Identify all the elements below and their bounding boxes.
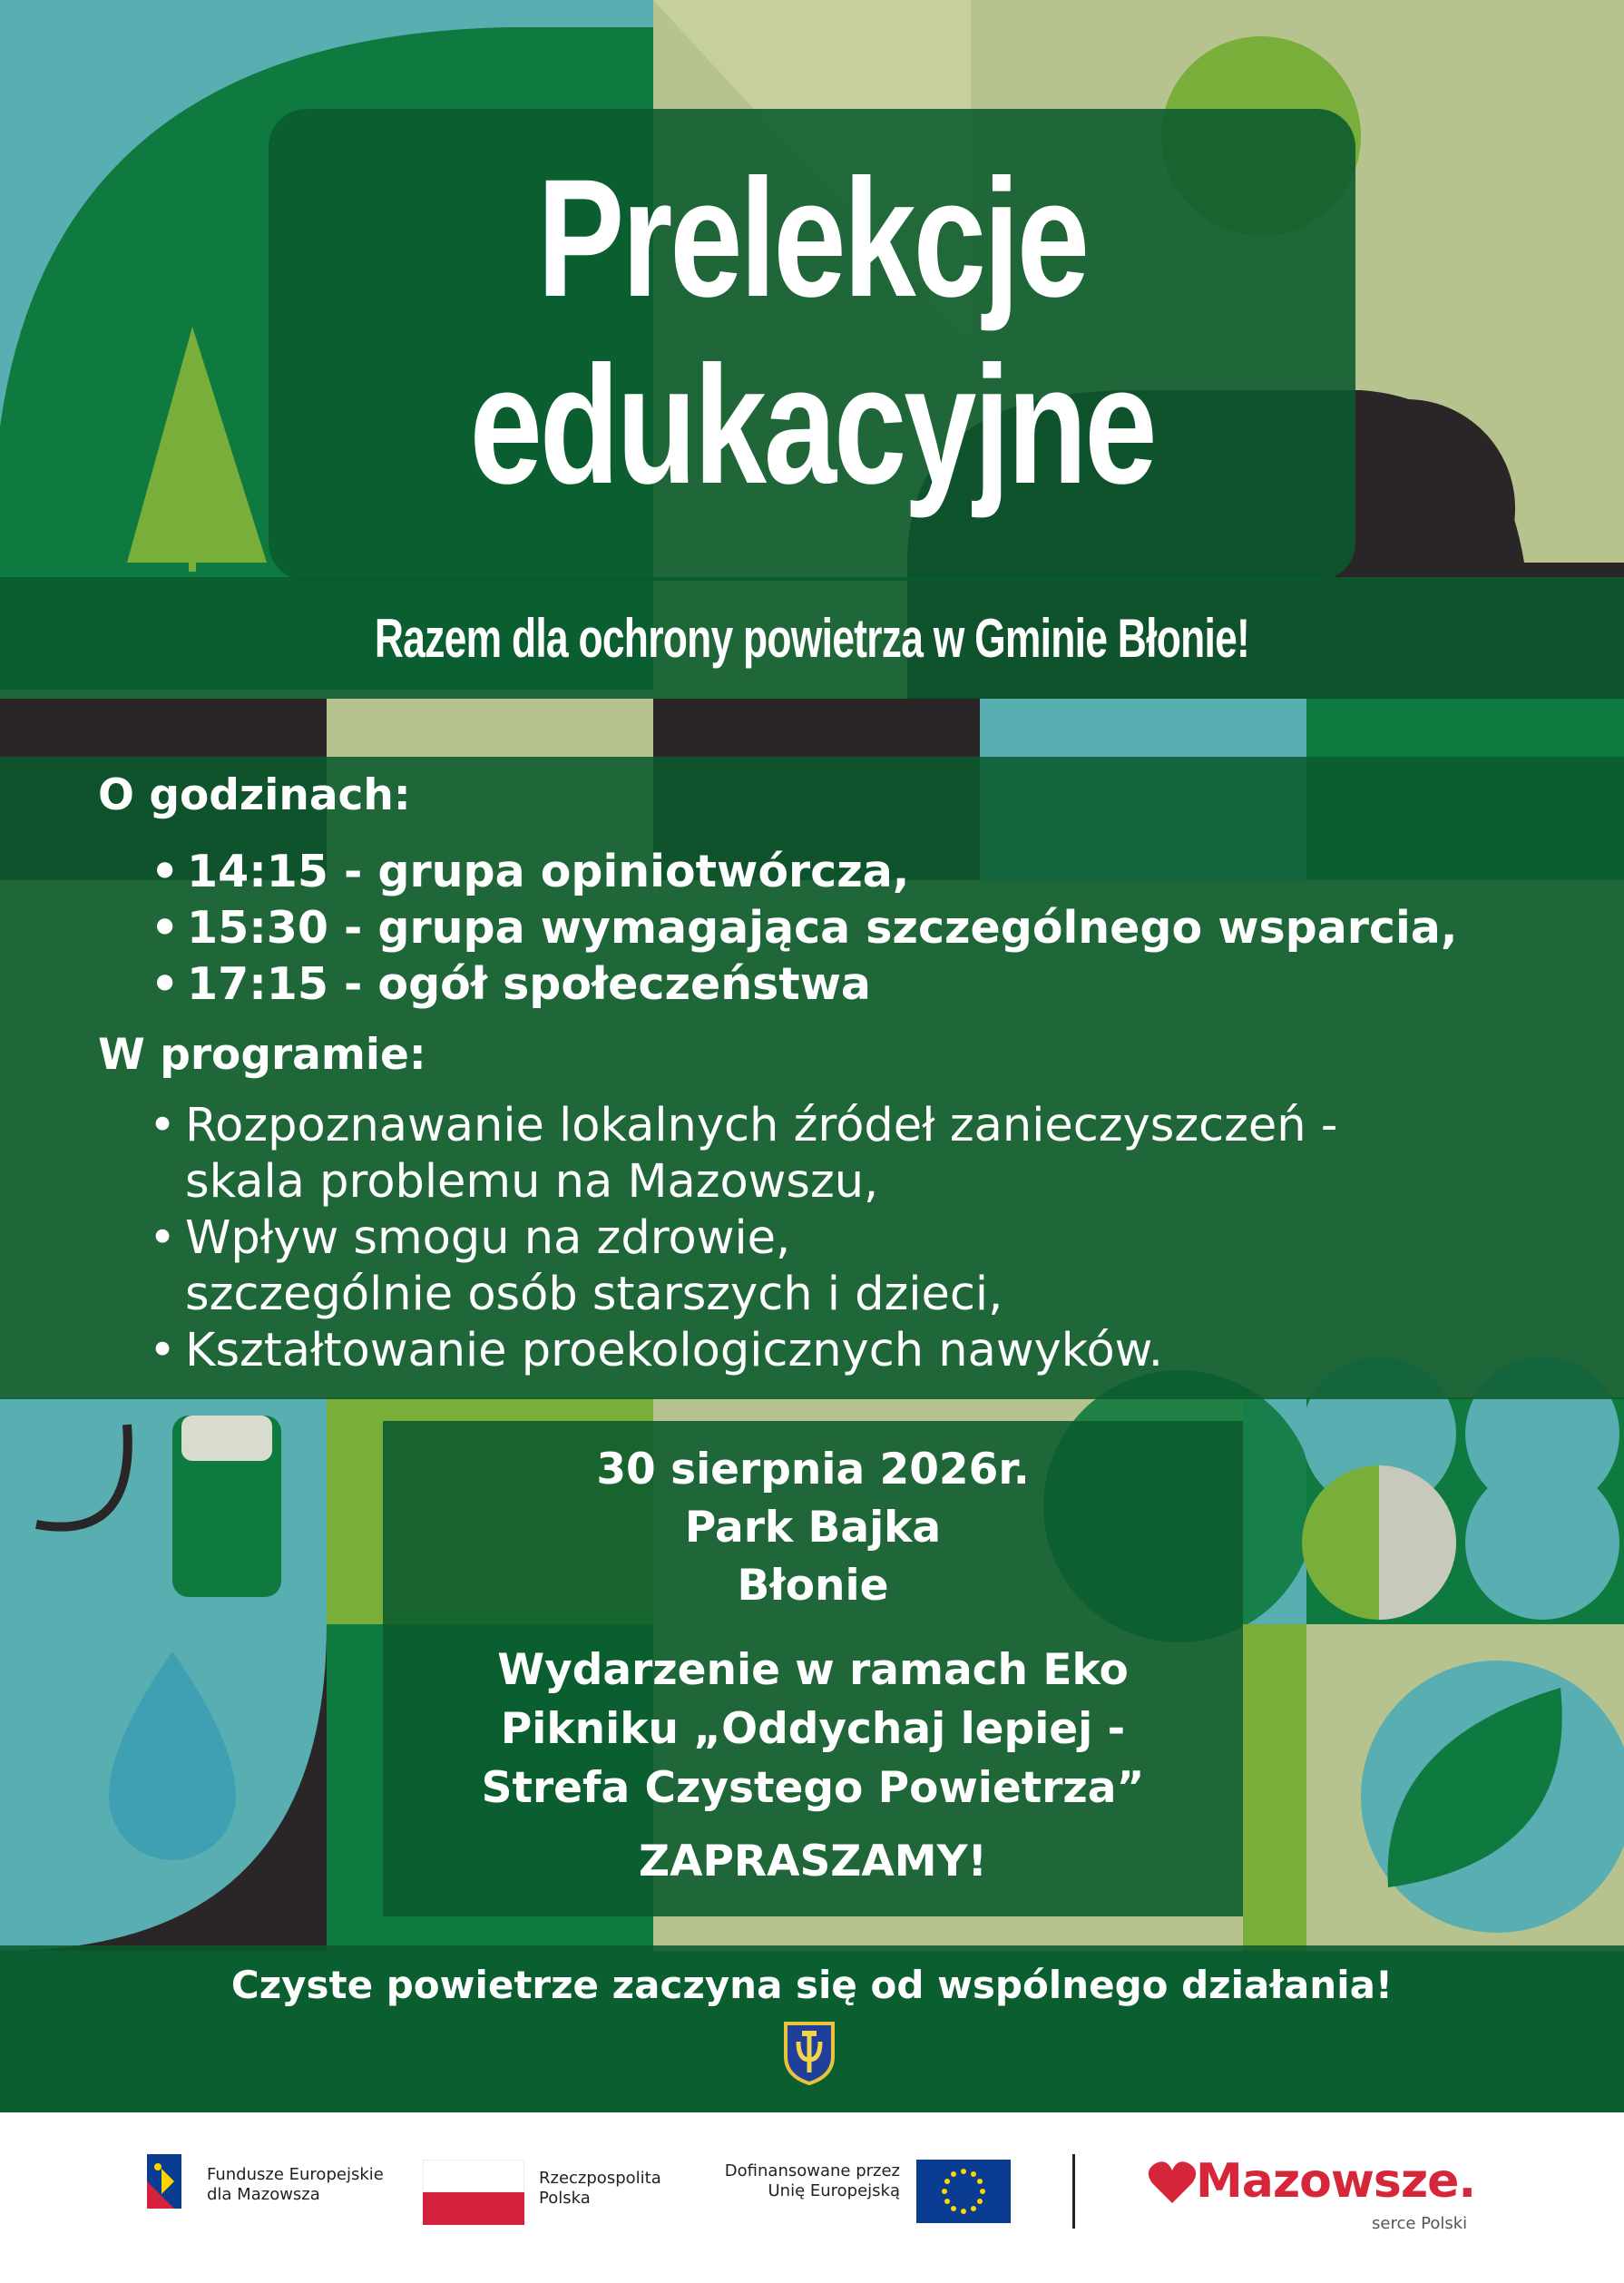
event-description-line: Pikniku „Oddychaj lepiej - (500, 1704, 1126, 1754)
heart-icon (1147, 2160, 1198, 2205)
logo-text-line: Fundusze Europejskie (207, 2165, 384, 2184)
funding-logos-strip (0, 2112, 1624, 2283)
list-item-line: skala problemu na Mazowszu, (185, 1155, 879, 1209)
logo-text-line: Rzeczpospolita (539, 2169, 661, 2188)
eu-cofinanced-text (708, 2161, 900, 2201)
logo-text-line: dla Mazowsza (207, 2185, 320, 2204)
logo-text-line: Unię Europejską (768, 2181, 900, 2200)
list-item: • 17:15 - ogół społeczeństwa (145, 956, 1457, 1013)
event-description-line: Wydarzenie w ramach Eko (497, 1645, 1129, 1695)
list-item-line: • Wpływ smogu na zdrowie, (185, 1211, 791, 1265)
title-line-1: Prelekcje (537, 145, 1087, 332)
event-description (383, 1641, 1243, 1818)
list-item-line: szczególnie osób starszych i dzieci, (185, 1268, 1003, 1321)
list-item-line: • Rozpoznawanie lokalnych źródeł zanieczyszczeń - (185, 1099, 1338, 1152)
list-item: • 15:30 - grupa wymagająca szczególnego wsparcia, (145, 900, 1457, 956)
mazowsze-logo-text: Mazowsze. (1196, 2154, 1476, 2209)
slogan: Czyste powietrze zaczyna się od wspólnego działania! (230, 1963, 1394, 2007)
list-item (143, 1098, 1337, 1210)
blonie-crest-icon (782, 2020, 836, 2087)
poster-title (179, 145, 1445, 519)
invitation: ZAPRASZAMY! (638, 1837, 987, 1886)
event-date: 30 sierpnia 2026r. (596, 1445, 1030, 1494)
logo-text-line: Polska (539, 2189, 591, 2208)
event-city: Błonie (737, 1561, 889, 1611)
mazowsze-tagline: serce Polski (1372, 2214, 1468, 2233)
poster-subtitle: Razem dla ochrony powietrza w Gminie Błonie! (374, 608, 1250, 669)
hours-list (145, 844, 1457, 1013)
list-item (143, 1323, 1337, 1379)
fundusze-europejskie-logo-icon (138, 2145, 196, 2212)
list-item (143, 1210, 1337, 1323)
logo-divider (1072, 2154, 1075, 2229)
program-list (143, 1098, 1337, 1379)
event-description-line: Strefa Czystego Powietrza” (481, 1763, 1145, 1813)
program-heading: W programie: (98, 1030, 426, 1080)
event-location: Park Bajka (684, 1503, 942, 1553)
list-item: • 14:15 - grupa opiniotwórcza, (145, 844, 1457, 900)
title-line-2: edukacyjne (469, 332, 1155, 519)
polish-flag-icon (423, 2160, 524, 2225)
eu-flag-icon (916, 2160, 1011, 2223)
list-item-line: • Kształtowanie proekologicznych nawyków. (185, 1324, 1163, 1377)
rzeczpospolita-polska-text (539, 2169, 661, 2209)
fundusze-europejskie-text (207, 2165, 384, 2205)
hours-heading: O godzinach: (98, 770, 411, 820)
logo-text-line: Dofinansowane przez (724, 2161, 900, 2180)
